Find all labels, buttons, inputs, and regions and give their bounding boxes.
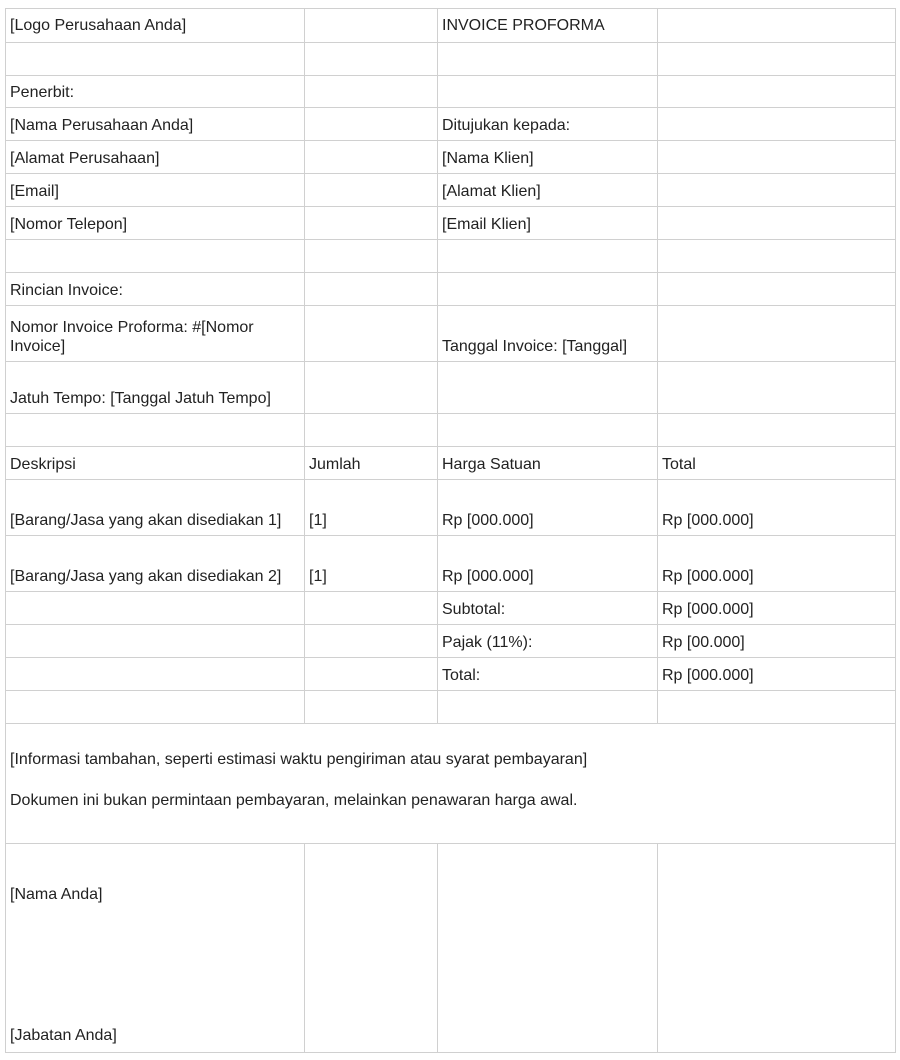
cell[interactable] (6, 9, 305, 43)
cell[interactable] (305, 141, 438, 174)
cell[interactable] (305, 76, 438, 108)
cell[interactable] (6, 362, 305, 414)
cell[interactable] (305, 174, 438, 207)
cell[interactable] (438, 658, 658, 691)
cell[interactable] (6, 592, 305, 625)
cell[interactable] (438, 362, 658, 414)
cell[interactable] (438, 625, 658, 658)
cell[interactable] (305, 625, 438, 658)
cell[interactable] (658, 362, 896, 414)
cell[interactable] (6, 207, 305, 240)
cell[interactable] (6, 414, 305, 447)
cell-text: Total (662, 456, 696, 473)
cell[interactable] (438, 174, 658, 207)
table-row (6, 658, 896, 691)
cell-text: Jumlah (309, 456, 361, 473)
cell[interactable] (438, 207, 658, 240)
cell[interactable] (305, 844, 438, 1053)
cell[interactable] (305, 108, 438, 141)
cell[interactable] (305, 306, 438, 362)
cell-text: Total: (442, 667, 481, 684)
cell[interactable] (658, 691, 896, 724)
cell[interactable] (6, 76, 305, 108)
cell[interactable] (6, 306, 305, 362)
cell[interactable] (438, 447, 658, 480)
cell[interactable] (6, 447, 305, 480)
cell[interactable] (658, 625, 896, 658)
table-row (6, 536, 896, 592)
cell[interactable] (658, 273, 896, 306)
cell-text: [1] (309, 568, 327, 585)
cell-text: [Alamat Klien] (442, 183, 541, 200)
cell-text: [Logo Perusahaan Anda] (10, 17, 187, 34)
cell[interactable] (438, 141, 658, 174)
cell[interactable] (6, 480, 305, 536)
cell[interactable] (305, 43, 438, 76)
cell[interactable] (438, 691, 658, 724)
table-row (6, 625, 896, 658)
table-row (6, 414, 896, 447)
table-row (6, 480, 896, 536)
cell[interactable] (438, 844, 658, 1053)
cell[interactable] (438, 306, 658, 362)
cell-text: Rp [000.000] (662, 601, 754, 618)
cell-text: [Barang/Jasa yang akan disediakan 2] (10, 568, 282, 585)
cell-text: [Nama Perusahaan Anda] (10, 117, 194, 134)
cell[interactable] (438, 273, 658, 306)
cell-text: Rp [000.000] (442, 568, 534, 585)
table-row (6, 141, 896, 174)
cell[interactable] (658, 658, 896, 691)
table-row (6, 207, 896, 240)
signer-name: [Nama Anda] (10, 886, 103, 903)
cell-text: Rp [000.000] (662, 512, 754, 529)
cell[interactable] (438, 240, 658, 273)
cell[interactable] (438, 76, 658, 108)
cell[interactable] (6, 536, 305, 592)
cell[interactable] (305, 658, 438, 691)
cell[interactable] (438, 9, 658, 43)
cell-text: Subtotal: (442, 601, 506, 618)
cell-text: [Email Klien] (442, 216, 531, 233)
cell[interactable] (305, 592, 438, 625)
cell[interactable] (305, 691, 438, 724)
cell-text: Rp [00.000] (662, 634, 745, 651)
table-row (6, 306, 896, 362)
cell[interactable] (438, 43, 658, 76)
table-row (6, 108, 896, 141)
table-row (6, 76, 896, 108)
table-row (6, 362, 896, 414)
proforma-invoice-table (5, 8, 896, 1053)
cell[interactable] (658, 414, 896, 447)
signature-cell[interactable] (6, 844, 305, 1053)
cell[interactable] (305, 414, 438, 447)
cell[interactable] (438, 592, 658, 625)
cell-text: Jatuh Tempo: [Tanggal Jatuh Tempo] (10, 390, 271, 407)
cell[interactable] (6, 141, 305, 174)
cell[interactable] (6, 108, 305, 141)
table-row (6, 447, 896, 480)
table-row (6, 174, 896, 207)
cell[interactable] (6, 625, 305, 658)
cell[interactable] (658, 240, 896, 273)
cell[interactable] (6, 691, 305, 724)
cell[interactable] (6, 273, 305, 306)
cell[interactable] (658, 76, 896, 108)
cell-text: Rp [000.000] (442, 512, 534, 529)
cell-text: Tanggal Invoice: [Tanggal] (442, 338, 628, 355)
cell-text: [1] (309, 512, 327, 529)
cell-text: Deskripsi (10, 456, 76, 473)
cell[interactable] (658, 174, 896, 207)
cell[interactable] (658, 43, 896, 76)
signature-row (6, 844, 896, 1053)
table-row (6, 691, 896, 724)
signer-position: [Jabatan Anda] (10, 1027, 117, 1044)
cell[interactable] (6, 174, 305, 207)
cell[interactable] (438, 480, 658, 536)
cell[interactable] (6, 240, 305, 273)
cell-text: Pajak (11%): (442, 634, 533, 651)
cell-text: Harga Satuan (442, 456, 541, 473)
cell-text: [Barang/Jasa yang akan disediakan 1] (10, 512, 282, 529)
cell-text: Rp [000.000] (662, 667, 754, 684)
disclaimer-text: Dokumen ini bukan permintaan pembayaran, melainkan penawaran harga awal. (10, 792, 578, 809)
cell-text: Ditujukan kepada: (442, 117, 571, 134)
additional-info-text: [Informasi tambahan, seperti estimasi waktu pengiriman atau syarat pembayaran] (10, 751, 588, 768)
cell[interactable] (305, 480, 438, 536)
cell[interactable] (305, 273, 438, 306)
cell[interactable] (305, 447, 438, 480)
cell[interactable] (438, 108, 658, 141)
cell-text: [Alamat Perusahaan] (10, 150, 160, 167)
notes-row (6, 724, 896, 844)
cell[interactable] (305, 362, 438, 414)
table-row (6, 592, 896, 625)
cell[interactable] (6, 658, 305, 691)
cell[interactable] (658, 207, 896, 240)
cell-text: [Nama Klien] (442, 150, 534, 167)
cell[interactable] (438, 414, 658, 447)
table-row (6, 9, 896, 43)
cell[interactable] (658, 592, 896, 625)
notes-cell[interactable] (6, 724, 896, 844)
cell[interactable] (658, 536, 896, 592)
cell[interactable] (305, 536, 438, 592)
table-row (6, 273, 896, 306)
cell[interactable] (438, 536, 658, 592)
table-row (6, 240, 896, 273)
cell[interactable] (305, 9, 438, 43)
cell[interactable] (658, 480, 896, 536)
cell-text: [Nomor Telepon] (10, 216, 128, 233)
cell-text: Penerbit: (10, 84, 75, 101)
cell-text: INVOICE PROFORMA (442, 17, 605, 34)
cell[interactable] (658, 306, 896, 362)
cell[interactable] (658, 447, 896, 480)
cell-text: [Email] (10, 183, 59, 200)
cell[interactable] (658, 9, 896, 43)
table-row (6, 43, 896, 76)
cell[interactable] (305, 207, 438, 240)
cell[interactable] (305, 240, 438, 273)
cell[interactable] (658, 844, 896, 1053)
cell-text: Nomor Invoice Proforma: #[Nomor Invoice] (10, 319, 254, 355)
cell-text: Rp [000.000] (662, 568, 754, 585)
cell-text: Rincian Invoice: (10, 282, 123, 299)
cell[interactable] (6, 43, 305, 76)
cell[interactable] (658, 108, 896, 141)
cell[interactable] (658, 141, 896, 174)
